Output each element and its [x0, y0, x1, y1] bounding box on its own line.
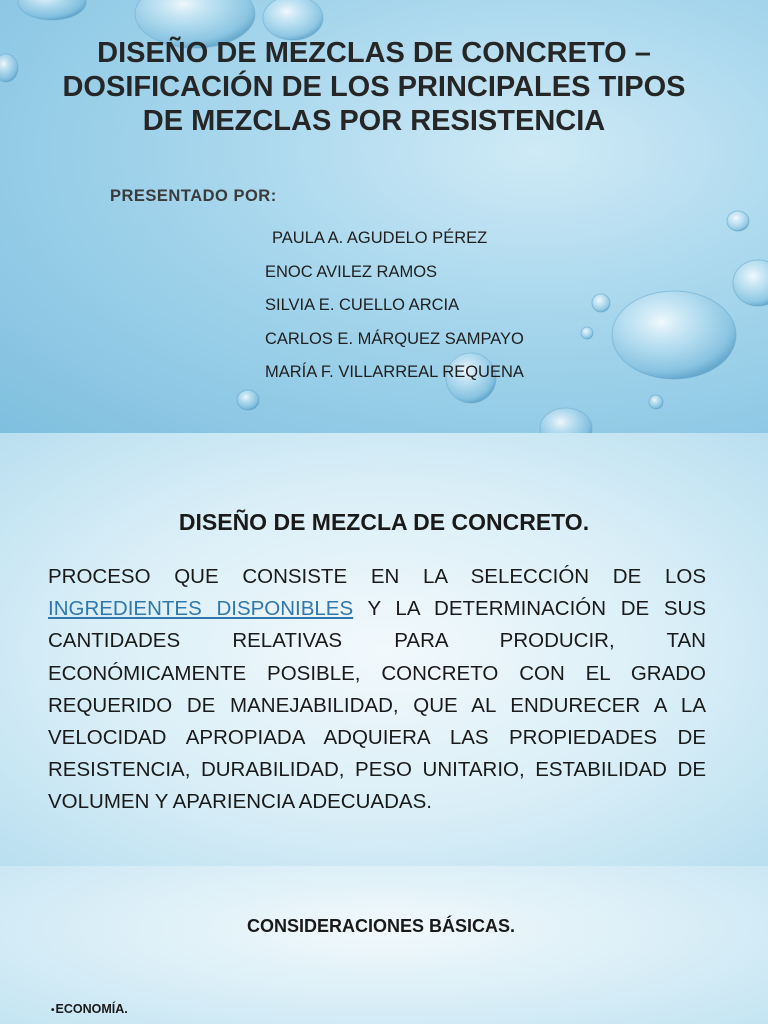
ingredients-link[interactable]: INGREDIENTES DISPONIBLES: [48, 597, 354, 621]
body-text-end: Y LA DETERMINACIÓN DE SUS CANTIDADES RELATIVAS PARA PRODUCIR, TAN ECONÓMICAMENTE POSIBLE, CONCRETO CON EL GRADO REQUERIDO DE MANEJABILIDAD, QUE AL ENDURECER A LA VELOCIDAD APROPIADA ADQUIERA LAS PROPIEDADES DE RESISTENCIA, DURABILIDAD, PESO UNITARIO, ESTABILIDAD DE VOLUMEN Y APARIENCIA ADECUADAS.: [48, 597, 706, 814]
presenter-name: CARLOS E. MÁRQUEZ SAMPAYO: [265, 329, 524, 348]
bullet-item: [51, 1002, 128, 1016]
slide-heading: DISEÑO DE MEZCLA DE CONCRETO.: [178, 509, 590, 535]
body-text-start: PROCESO QUE CONSISTE EN LA SELECCIÓN DE LOS: [48, 565, 706, 588]
slide-heading: CONSIDERACIONES BÁSICAS.: [246, 916, 516, 936]
bullet-text: ECONOMÍA.: [55, 1002, 128, 1016]
presenter-name: ENOC AVILEZ RAMOS: [265, 262, 438, 281]
presenter-name: MARÍA F. VILLARREAL REQUENA: [265, 363, 524, 381]
presenter-name: SILVIA E. CUELLO ARCIA: [265, 296, 460, 314]
definition-paragraph: [48, 561, 706, 819]
presentation-title: DISEÑO DE MEZCLAS DE CONCRETO – DOSIFICACIÓN DE LOS PRINCIPALES TIPOS DE MEZCLAS POR RESISTENCIA: [62, 37, 686, 137]
presenter-list: [265, 222, 524, 390]
considerations-slide: [0, 866, 768, 1024]
presenter-name: PAULA A. AGUDELO PÉREZ: [272, 229, 488, 247]
title-slide: [0, 0, 768, 433]
definition-slide: [0, 433, 768, 866]
presented-by-label: PRESENTADO POR:: [110, 187, 277, 205]
bullet-icon: •: [51, 1005, 55, 1016]
